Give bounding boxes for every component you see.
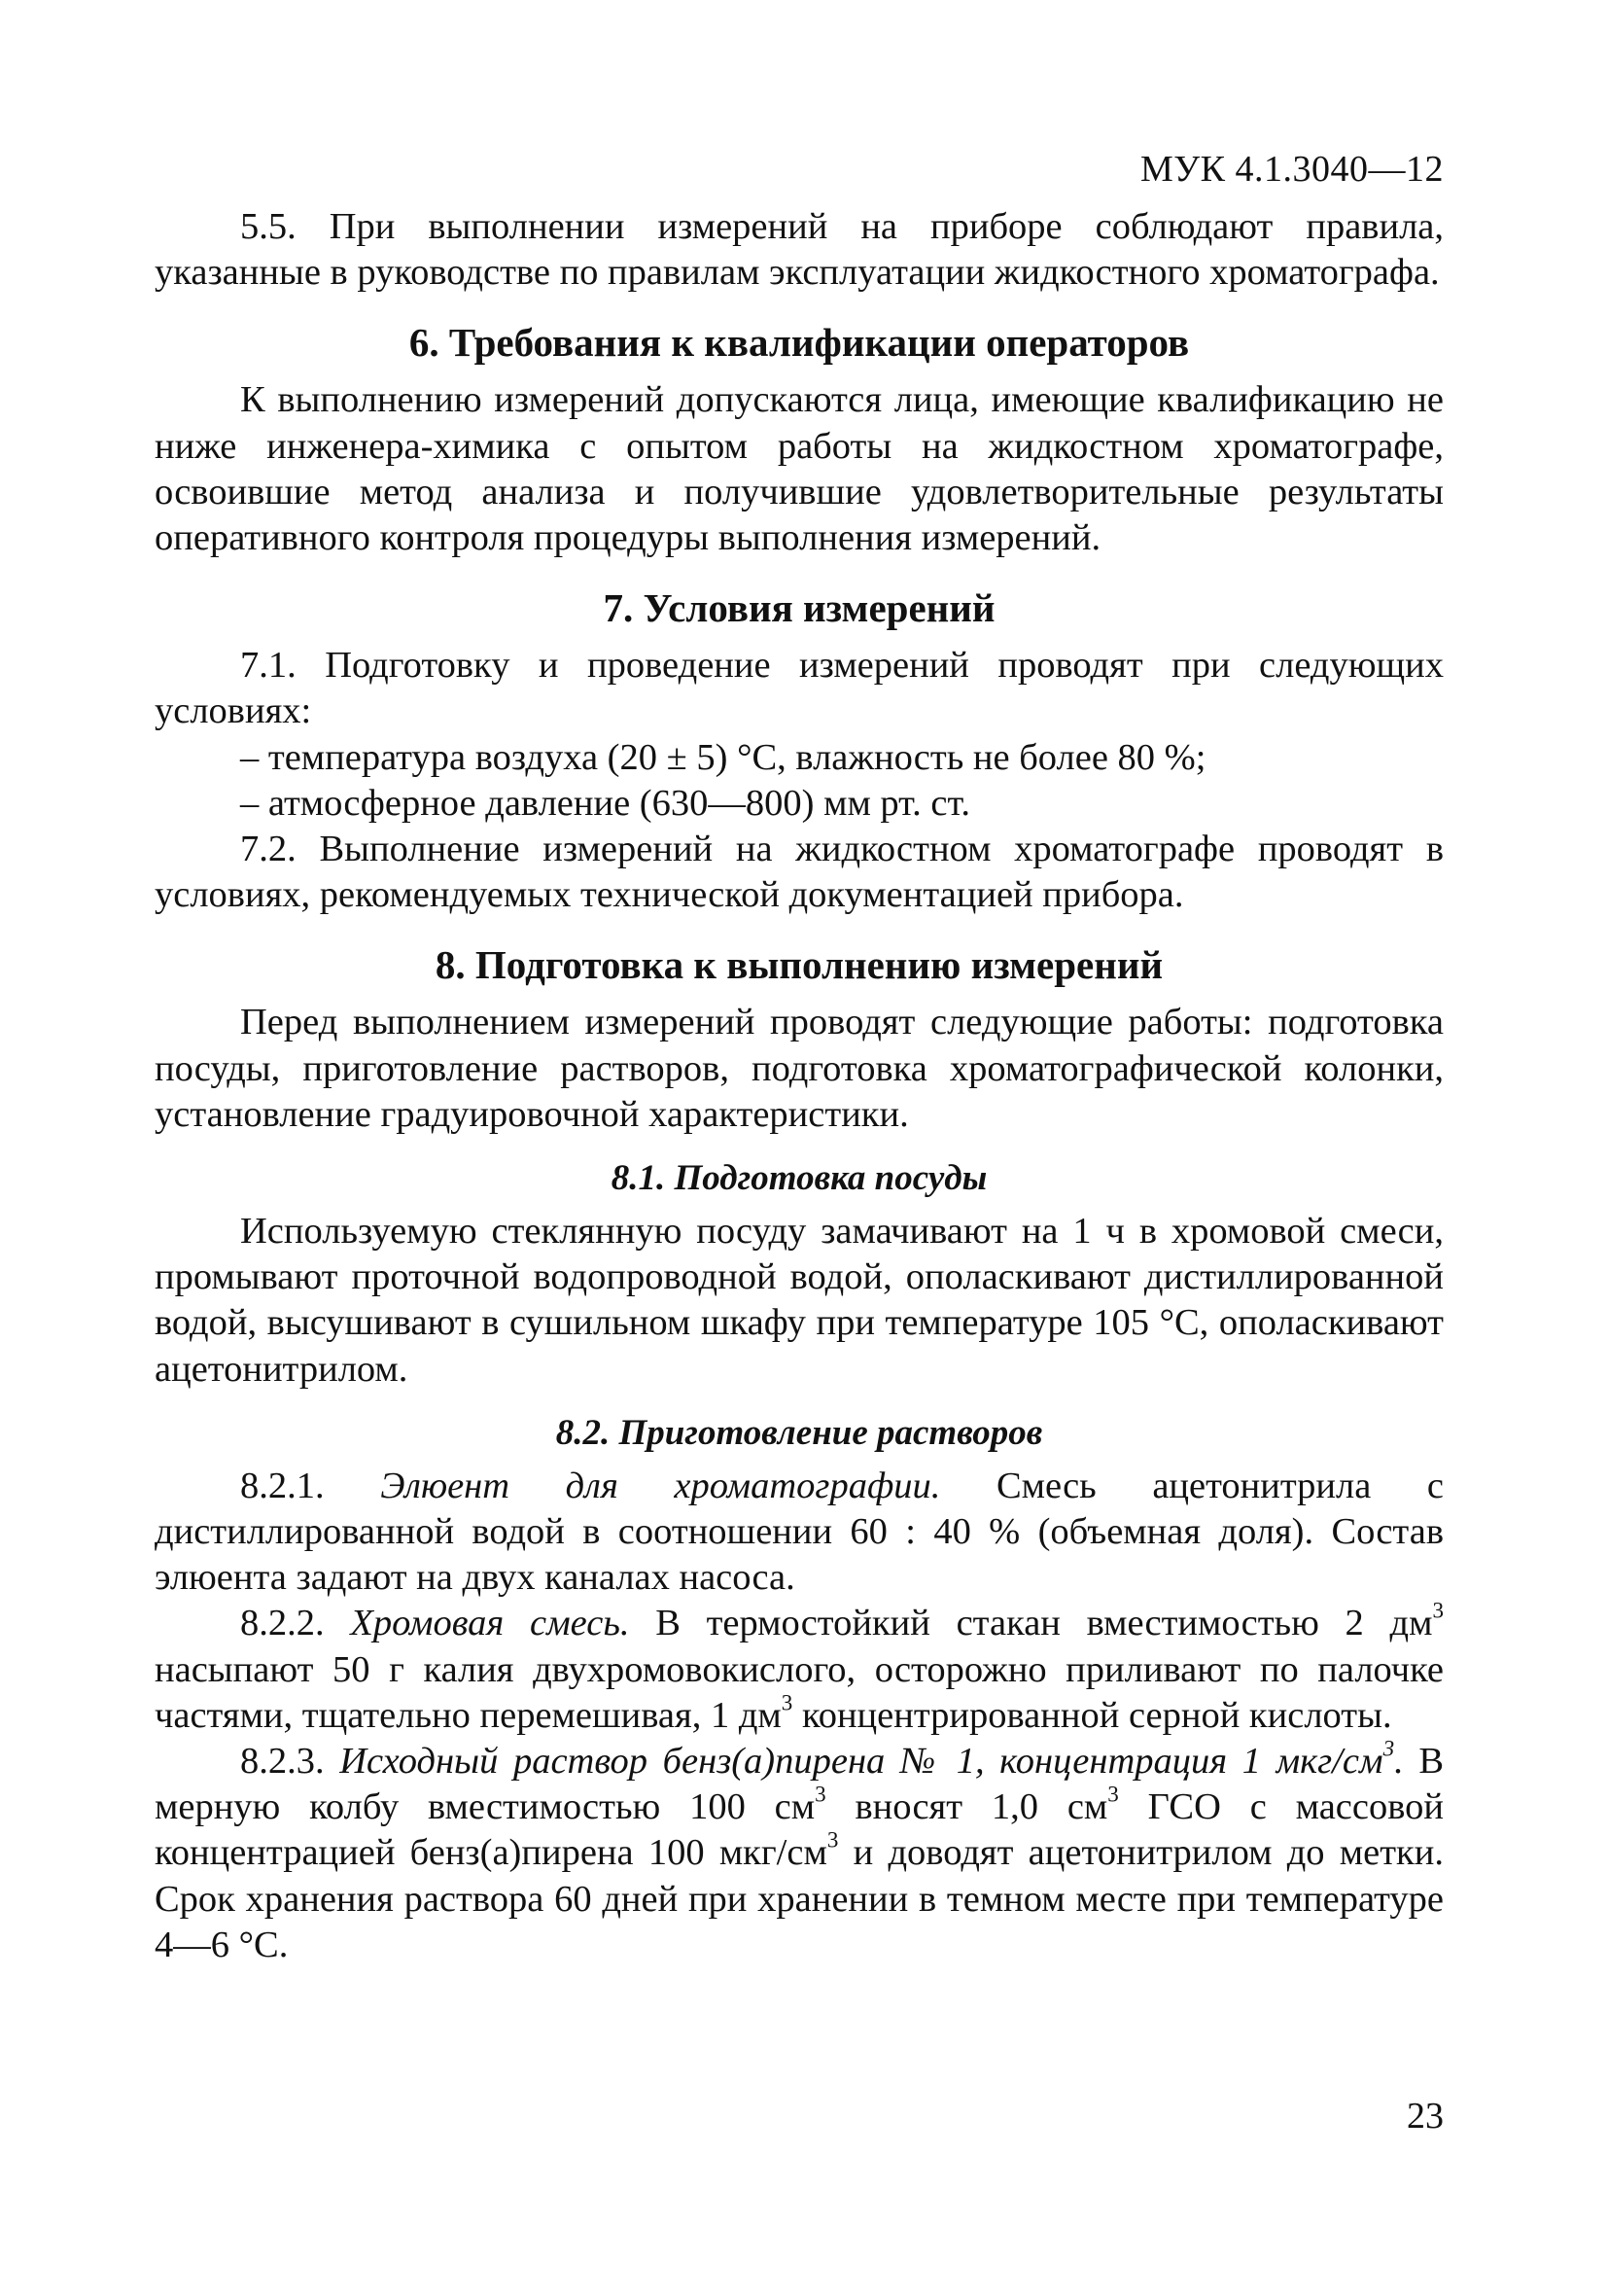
item-text: Смесь ацетонитрила с дистиллированной водой в соотношении 60 : 40 % (объемная доля). Состав элюента задают на двух каналах насоса.: [155, 1465, 1444, 1599]
superscript: 3: [815, 1781, 826, 1807]
item-number: 8.2.2.: [240, 1603, 351, 1644]
paragraph-8: Перед выполнением измерений проводят следующие работы: подготовка посуды, приготовление растворов, подготовка хроматографической колонки, установление градуировочной характеристики.: [155, 1002, 1444, 1135]
subsection-heading-8-2: 8.2. Приготовление растворов: [555, 1412, 1043, 1453]
paragraph-7-2: 7.2. Выполнение измерений на жидкостном хроматографе проводят в условиях, рекомендуемых технической документацией прибора.: [155, 829, 1444, 916]
superscript: 3: [1432, 1598, 1444, 1624]
page-body: [155, 146, 1444, 1968]
superscript: 3: [1107, 1781, 1119, 1807]
item-text: вносят 1,0 см: [825, 1786, 1108, 1828]
superscript-italic: 3: [1382, 1735, 1395, 1761]
item-title: Элюент для хроматографии.: [380, 1465, 941, 1506]
superscript: 3: [826, 1827, 839, 1854]
item-text: концентрированной серной кислоты.: [792, 1694, 1392, 1736]
item-number: 8.2.3.: [240, 1741, 340, 1783]
superscript: [1383, 1736, 1395, 1761]
item-text: и доводят ацетонитрилом до метки. Срок хранения раствора 60 дней при хранении в темном месте при температуре 4—6 °С.: [155, 1832, 1444, 1965]
item-title: Исходный раствор бенз(а)пирена № 1, концентрация 1 мкг/см: [339, 1741, 1383, 1783]
paragraph-8-2-3: [155, 1735, 1444, 1968]
item-text: В мерную колбу вместимостью 100 см: [155, 1741, 1444, 1828]
list-item-temperature: – температура воздуха (20 ± 5) °С, влажность не более 80 %;: [240, 736, 1206, 778]
paragraph-5-5: 5.5. При выполнении измерений на приборе соблюдают правила, указанные в руководстве по правилам эксплуатации жидкостного хроматографа.: [155, 206, 1444, 294]
paragraph-8-1: Используемую стеклянную посуду замачивают на 1 ч в хромовой смеси, промывают проточной водопроводной водой, ополаскивают дистиллированной водой, высушивают в сушильном шкафу при температуре 105 °С, ополаскивают ацетонитрилом.: [155, 1211, 1444, 1390]
item-text: насыпают 50 г калия двухромовокислого, осторожно приливают по палочке частями, тщательно перемешивая, 1 дм: [155, 1648, 1444, 1736]
item-title: Хромовая смесь.: [350, 1603, 630, 1644]
subsection-heading-8-1: 8.1. Подготовка посуды: [611, 1158, 988, 1199]
page-number: 23: [1407, 2096, 1444, 2137]
paragraph-8-2-1: [155, 1464, 1444, 1602]
superscript: 3: [781, 1689, 793, 1715]
section-heading-8: 8. Подготовка к выполнению измерений: [435, 942, 1164, 988]
item-text: В термостойкий стакан вместимостью 2 дм: [629, 1603, 1433, 1644]
item-title-end: .: [1394, 1741, 1404, 1783]
paragraph-8-2-2: [155, 1598, 1444, 1739]
section-heading-6: 6. Требования к квалификации операторов: [408, 320, 1190, 366]
item-number: 8.2.1.: [240, 1465, 381, 1506]
item-text: ГСО с массовой концентрацией бенз(а)пирена 100 мкг/см: [155, 1786, 1444, 1874]
section-heading-7: 7. Условия измерений: [603, 585, 996, 631]
running-head: МУК 4.1.3040—12: [1139, 149, 1444, 190]
paragraph-6: К выполнению измерений допускаются лица, имеющие квалификацию не ниже инженера-химика с опытом работы на жидкостном хроматографе, освоившие метод анализа и получившие удовлетворительные результаты оперативного контроля процедуры выполнения измерений.: [155, 379, 1444, 559]
paragraph-7-1: 7.1. Подготовку и проведение измерений проводят при следующих условиях:: [155, 645, 1444, 732]
list-item-pressure: – атмосферное давление (630—800) мм рт. ст.: [240, 782, 970, 824]
